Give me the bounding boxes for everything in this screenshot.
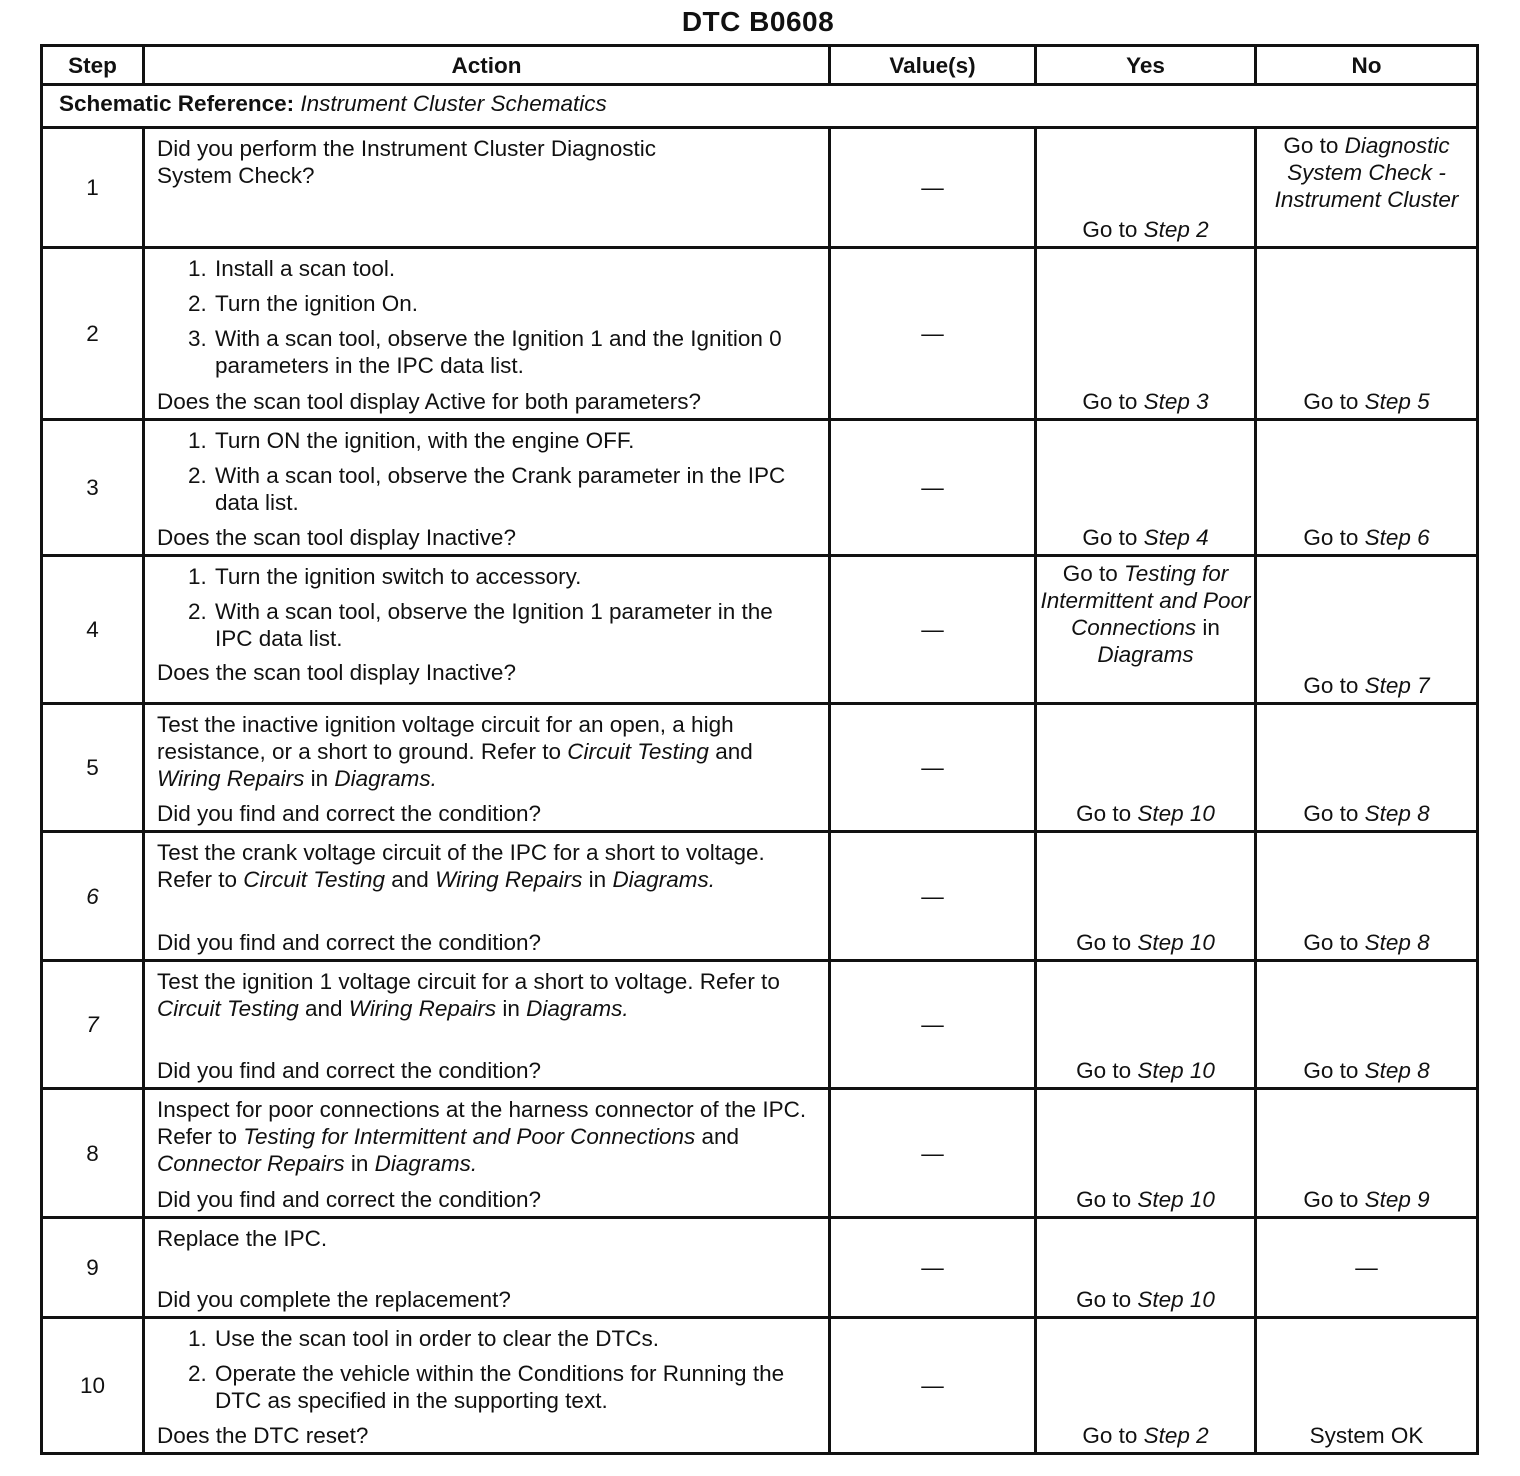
action-cell <box>144 420 830 556</box>
no-link[interactable]: Step 5 <box>1364 389 1430 414</box>
no-link[interactable]: Step 8 <box>1364 801 1430 826</box>
table-row <box>42 128 1478 248</box>
action-list <box>157 1325 816 1414</box>
yes-cell: Go to Step 2 <box>1036 128 1256 248</box>
no-link[interactable]: Step 6 <box>1364 525 1430 550</box>
header-values: Value(s) <box>830 46 1036 85</box>
action-question: Did you complete the replacement? <box>157 1287 511 1312</box>
list-item: 1. Use the scan tool in order to clear the DTCs. <box>213 1325 816 1352</box>
step-number: 5 <box>42 704 144 832</box>
reference-link[interactable]: Instrument Cluster Schematics <box>300 91 607 116</box>
action-question: Did you find and correct the condition? <box>157 1058 541 1083</box>
action-cell <box>144 704 830 832</box>
table-row <box>42 1218 1478 1318</box>
value-cell: — <box>830 248 1036 420</box>
no-cell: Go to Step 7 <box>1256 556 1478 704</box>
action-cell <box>144 1318 830 1454</box>
schematic-reference <box>42 85 1478 128</box>
link-circuit-testing[interactable]: Circuit Testing <box>157 996 299 1021</box>
table-row <box>42 420 1478 556</box>
table-row <box>42 1089 1478 1218</box>
step-number: 10 <box>42 1318 144 1454</box>
header-action: Action <box>144 46 830 85</box>
value-cell: — <box>830 1089 1036 1218</box>
action-text: Replace the IPC. <box>157 1226 328 1251</box>
yes-link-diagrams[interactable]: Diagrams <box>1097 642 1194 667</box>
action-text: Test the inactive ignition voltage circuit for an open, a high resistance, or a short to ground. Refer to Circuit Testing and Wiring Repairs in Diagrams. <box>157 712 753 791</box>
header-yes: Yes <box>1036 46 1256 85</box>
yes-link[interactable]: Step 10 <box>1137 801 1215 826</box>
yes-cell: Go to Testing for Intermittent and Poor Connections in Diagrams <box>1036 556 1256 704</box>
yes-link[interactable]: Step 3 <box>1143 389 1209 414</box>
step-number: 8 <box>42 1089 144 1218</box>
link-connector-repairs[interactable]: Connector Repairs <box>157 1151 345 1176</box>
no-cell <box>1256 1318 1478 1454</box>
reference-row <box>42 85 1478 128</box>
value-cell: — <box>830 556 1036 704</box>
step-number: 1 <box>42 128 144 248</box>
no-link[interactable]: Step 8 <box>1364 930 1430 955</box>
yes-link[interactable]: Step 4 <box>1143 525 1209 550</box>
no-link[interactable]: Step 9 <box>1364 1187 1430 1212</box>
yes-cell: Go to Step 10 <box>1036 1089 1256 1218</box>
step-number: 9 <box>42 1218 144 1318</box>
link-wiring-repairs[interactable]: Wiring Repairs <box>157 766 305 791</box>
value-cell: — <box>830 128 1036 248</box>
yes-cell: Go to Step 10 <box>1036 961 1256 1089</box>
value-cell: — <box>830 420 1036 556</box>
no-cell: Go to Step 9 <box>1256 1089 1478 1218</box>
action-cell <box>144 128 830 248</box>
yes-cell: Go to Step 2 <box>1036 1318 1256 1454</box>
header-no: No <box>1256 46 1478 85</box>
no-link[interactable]: Step 7 <box>1364 673 1430 698</box>
action-cell <box>144 961 830 1089</box>
yes-link[interactable]: Step 2 <box>1143 1423 1209 1448</box>
no-cell: Go to Step 8 <box>1256 832 1478 961</box>
action-list <box>157 255 816 379</box>
link-testing-intermittent[interactable]: Testing for Intermittent and Poor Connections <box>243 1124 696 1149</box>
value-cell: — <box>830 1218 1036 1318</box>
no-cell: Go to Step 6 <box>1256 420 1478 556</box>
no-cell: Go to Step 8 <box>1256 704 1478 832</box>
no-link[interactable]: Step 8 <box>1364 1058 1430 1083</box>
dtc-table <box>40 44 1479 1455</box>
action-question: Does the scan tool display Active for both parameters? <box>157 389 702 414</box>
link-wiring-repairs[interactable]: Wiring Repairs <box>435 867 583 892</box>
action-cell <box>144 248 830 420</box>
action-question: Does the scan tool display Inactive? <box>157 660 516 685</box>
link-circuit-testing[interactable]: Circuit Testing <box>567 739 709 764</box>
link-diagrams[interactable]: Diagrams. <box>374 1151 478 1176</box>
action-question: Does the DTC reset? <box>157 1423 369 1448</box>
value-cell: — <box>830 961 1036 1089</box>
list-item: 1. Turn ON the ignition, with the engine OFF. <box>213 427 816 454</box>
value-cell: — <box>830 704 1036 832</box>
list-item: 2. Operate the vehicle within the Conditions for Running the DTC as specified in the supporting text. <box>213 1360 816 1414</box>
page-title: DTC B0608 <box>681 6 835 37</box>
action-text: Test the ignition 1 voltage circuit for a short to voltage. Refer to Circuit Testing and Wiring Repairs in Diagrams. <box>157 969 780 1021</box>
list-item: 2. With a scan tool, observe the Ignition 1 parameter in the IPC data list. <box>213 598 816 652</box>
yes-cell: Go to Step 4 <box>1036 420 1256 556</box>
yes-link[interactable]: Step 10 <box>1137 930 1215 955</box>
table-row <box>42 556 1478 704</box>
action-cell <box>144 832 830 961</box>
link-diagrams[interactable]: Diagrams. <box>612 867 715 892</box>
yes-link[interactable]: Step 10 <box>1137 1058 1215 1083</box>
yes-cell: Go to Step 10 <box>1036 1218 1256 1318</box>
action-cell <box>144 556 830 704</box>
yes-link[interactable]: Step 10 <box>1137 1287 1215 1312</box>
table-row <box>42 961 1478 1089</box>
no-cell: Go to Diagnostic System Check - Instrument Cluster <box>1256 128 1478 248</box>
yes-cell: Go to Step 10 <box>1036 832 1256 961</box>
header-step: Step <box>42 46 144 85</box>
yes-link[interactable]: Step 2 <box>1143 217 1209 242</box>
action-text: Test the crank voltage circuit of the IPC for a short to voltage. Refer to Circuit Testing and Wiring Repairs in Diagrams. <box>157 840 765 892</box>
action-cell <box>144 1089 830 1218</box>
table-row <box>42 1318 1478 1454</box>
header-row <box>42 46 1478 85</box>
yes-cell: Go to Step 3 <box>1036 248 1256 420</box>
yes-link[interactable]: Testing for Intermittent and Poor Connections <box>1040 561 1251 640</box>
no-link[interactable]: Diagnostic System Check - Instrument Cluster <box>1274 133 1459 212</box>
action-question: Did you find and correct the condition? <box>157 930 541 955</box>
link-circuit-testing[interactable]: Circuit Testing <box>243 867 386 892</box>
step-number: 6 <box>42 832 144 961</box>
action-cell <box>144 1218 830 1318</box>
action-text: Inspect for poor connections at the harness connector of the IPC. Refer to Testing for Intermittent and Poor Connections and Connector Repairs in Diagrams. <box>157 1097 807 1176</box>
list-item: 3. With a scan tool, observe the Ignition 1 and the Ignition 0 parameters in the IPC data list. <box>213 325 816 379</box>
list-item: 2. Turn the ignition On. <box>213 290 816 317</box>
yes-cell: Go to Step 10 <box>1036 704 1256 832</box>
action-list <box>157 563 816 652</box>
value-cell: — <box>830 832 1036 961</box>
table-row <box>42 704 1478 832</box>
action-text: Did you perform the Instrument Cluster Diagnostic System Check? <box>157 136 656 188</box>
no-cell: Go to Step 8 <box>1256 961 1478 1089</box>
link-diagrams[interactable]: Diagrams. <box>526 996 629 1021</box>
reference-label: Schematic Reference: <box>59 91 295 116</box>
list-item: 2. With a scan tool, observe the Crank parameter in the IPC data list. <box>213 462 816 516</box>
step-number: 2 <box>42 248 144 420</box>
list-item: 1. Turn the ignition switch to accessory. <box>213 563 816 590</box>
action-list <box>157 427 816 516</box>
step-number: 3 <box>42 420 144 556</box>
action-question: Does the scan tool display Inactive? <box>157 525 516 550</box>
link-diagrams[interactable]: Diagrams. <box>334 766 437 791</box>
action-question: Did you find and correct the condition? <box>157 801 541 826</box>
no-cell: Go to Step 5 <box>1256 248 1478 420</box>
action-question: Did you find and correct the condition? <box>157 1187 541 1212</box>
table-row <box>42 248 1478 420</box>
table-row <box>42 832 1478 961</box>
no-result: System OK <box>1309 1423 1424 1448</box>
list-item: 1. Install a scan tool. <box>213 255 816 282</box>
no-cell: — <box>1256 1218 1478 1318</box>
value-cell: — <box>830 1318 1036 1454</box>
link-wiring-repairs[interactable]: Wiring Repairs <box>348 996 497 1021</box>
step-number: 4 <box>42 556 144 704</box>
step-number: 7 <box>42 961 144 1089</box>
yes-link[interactable]: Step 10 <box>1137 1187 1215 1212</box>
